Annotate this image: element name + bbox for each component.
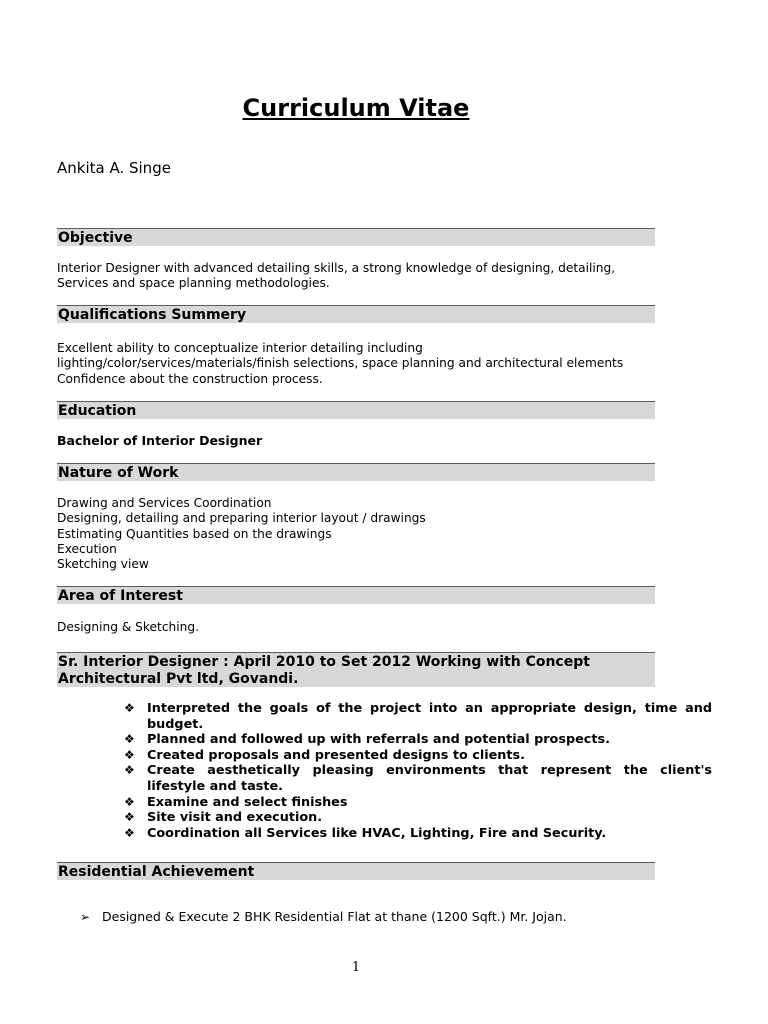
list-item [124,732,712,748]
section-heading-nature-of-work: Nature of Work [57,463,655,481]
objective-text [57,261,677,292]
bullet-text: Created proposals and presented designs to clients. [147,747,525,763]
section-heading-area-of-interest: Area of Interest [57,586,655,604]
work-item: Execution [57,541,117,556]
diamond-bullet-icon: ❖ [124,810,135,825]
section-heading-residential-achievement: Residential Achievement [57,862,655,880]
work-item: Sketching view [57,557,149,572]
area-of-interest-line: Designing & Sketching. [57,620,199,634]
arrow-bullet-icon: ➢ [80,910,91,924]
diamond-bullet-icon: ❖ [124,732,135,747]
objective-line: Interior Designer with advanced detailing skills, a strong knowledge of designing, detailing, [57,261,616,275]
work-item: Drawing and Services Coordination [57,496,272,510]
qualifications-line: lighting/color/services/materials/finish selections, space planning and architectural elements [57,356,624,371]
diamond-bullet-icon: ❖ [124,763,135,778]
experience-heading-line: Architectural Pvt ltd, Govandi. [58,670,299,687]
list-item [124,826,712,842]
experience-bullet-list [124,701,712,841]
work-item: Estimating Quantities based on the drawings [57,526,332,541]
bullet-text: Planned and followed up with referrals and potential prospects. [147,732,610,748]
qualifications-text [57,341,677,387]
diamond-bullet-icon: ❖ [124,825,135,840]
area-of-interest-text [57,620,677,635]
bullet-text: Examine and select finishes [147,794,348,810]
list-item [124,748,712,764]
list-item [124,810,712,826]
list-item [124,763,712,794]
nature-of-work-list [57,496,677,572]
page-number: 1 [351,960,361,975]
experience-heading-line: Sr. Interior Designer : April 2010 to Set 2012 Working with Concept [58,654,590,670]
diamond-bullet-icon: ❖ [124,747,135,762]
bullet-text: Site visit and execution. [147,810,323,826]
document-title: Curriculum Vitae [242,94,470,122]
bullet-text: Interpreted the goals of the project into an appropriate design, time and budget. [147,701,712,732]
bullet-text: Create aesthetically pleasing environments that represent the client's lifestyle and taste. [147,763,712,794]
section-heading-objective: Objective [57,228,655,246]
qualifications-line: Confidence about the construction process. [57,371,323,386]
section-heading-education: Education [57,401,655,419]
list-item [124,701,712,732]
diamond-bullet-icon: ❖ [124,701,135,715]
section-heading-qualifications: Qualifications Summery [57,305,655,323]
section-heading-experience [57,652,655,687]
objective-line: Services and space planning methodologies. [57,276,330,291]
list-item [124,795,712,811]
residential-item [80,909,567,925]
work-item: Designing, detailing and preparing interior layout / drawings [57,511,426,526]
education-degree: Bachelor of Interior Designer [57,433,263,448]
diamond-bullet-icon: ❖ [124,794,135,809]
qualifications-line: Excellent ability to conceptualize interior detailing including [57,341,423,355]
residential-item-text: Designed & Execute 2 BHK Residential Flat at thane (1200 Sqft.) Mr. Jojan. [102,909,567,924]
bullet-text: Coordination all Services like HVAC, Lighting, Fire and Security. [147,825,607,841]
candidate-name: Ankita A. Singe [57,159,171,177]
